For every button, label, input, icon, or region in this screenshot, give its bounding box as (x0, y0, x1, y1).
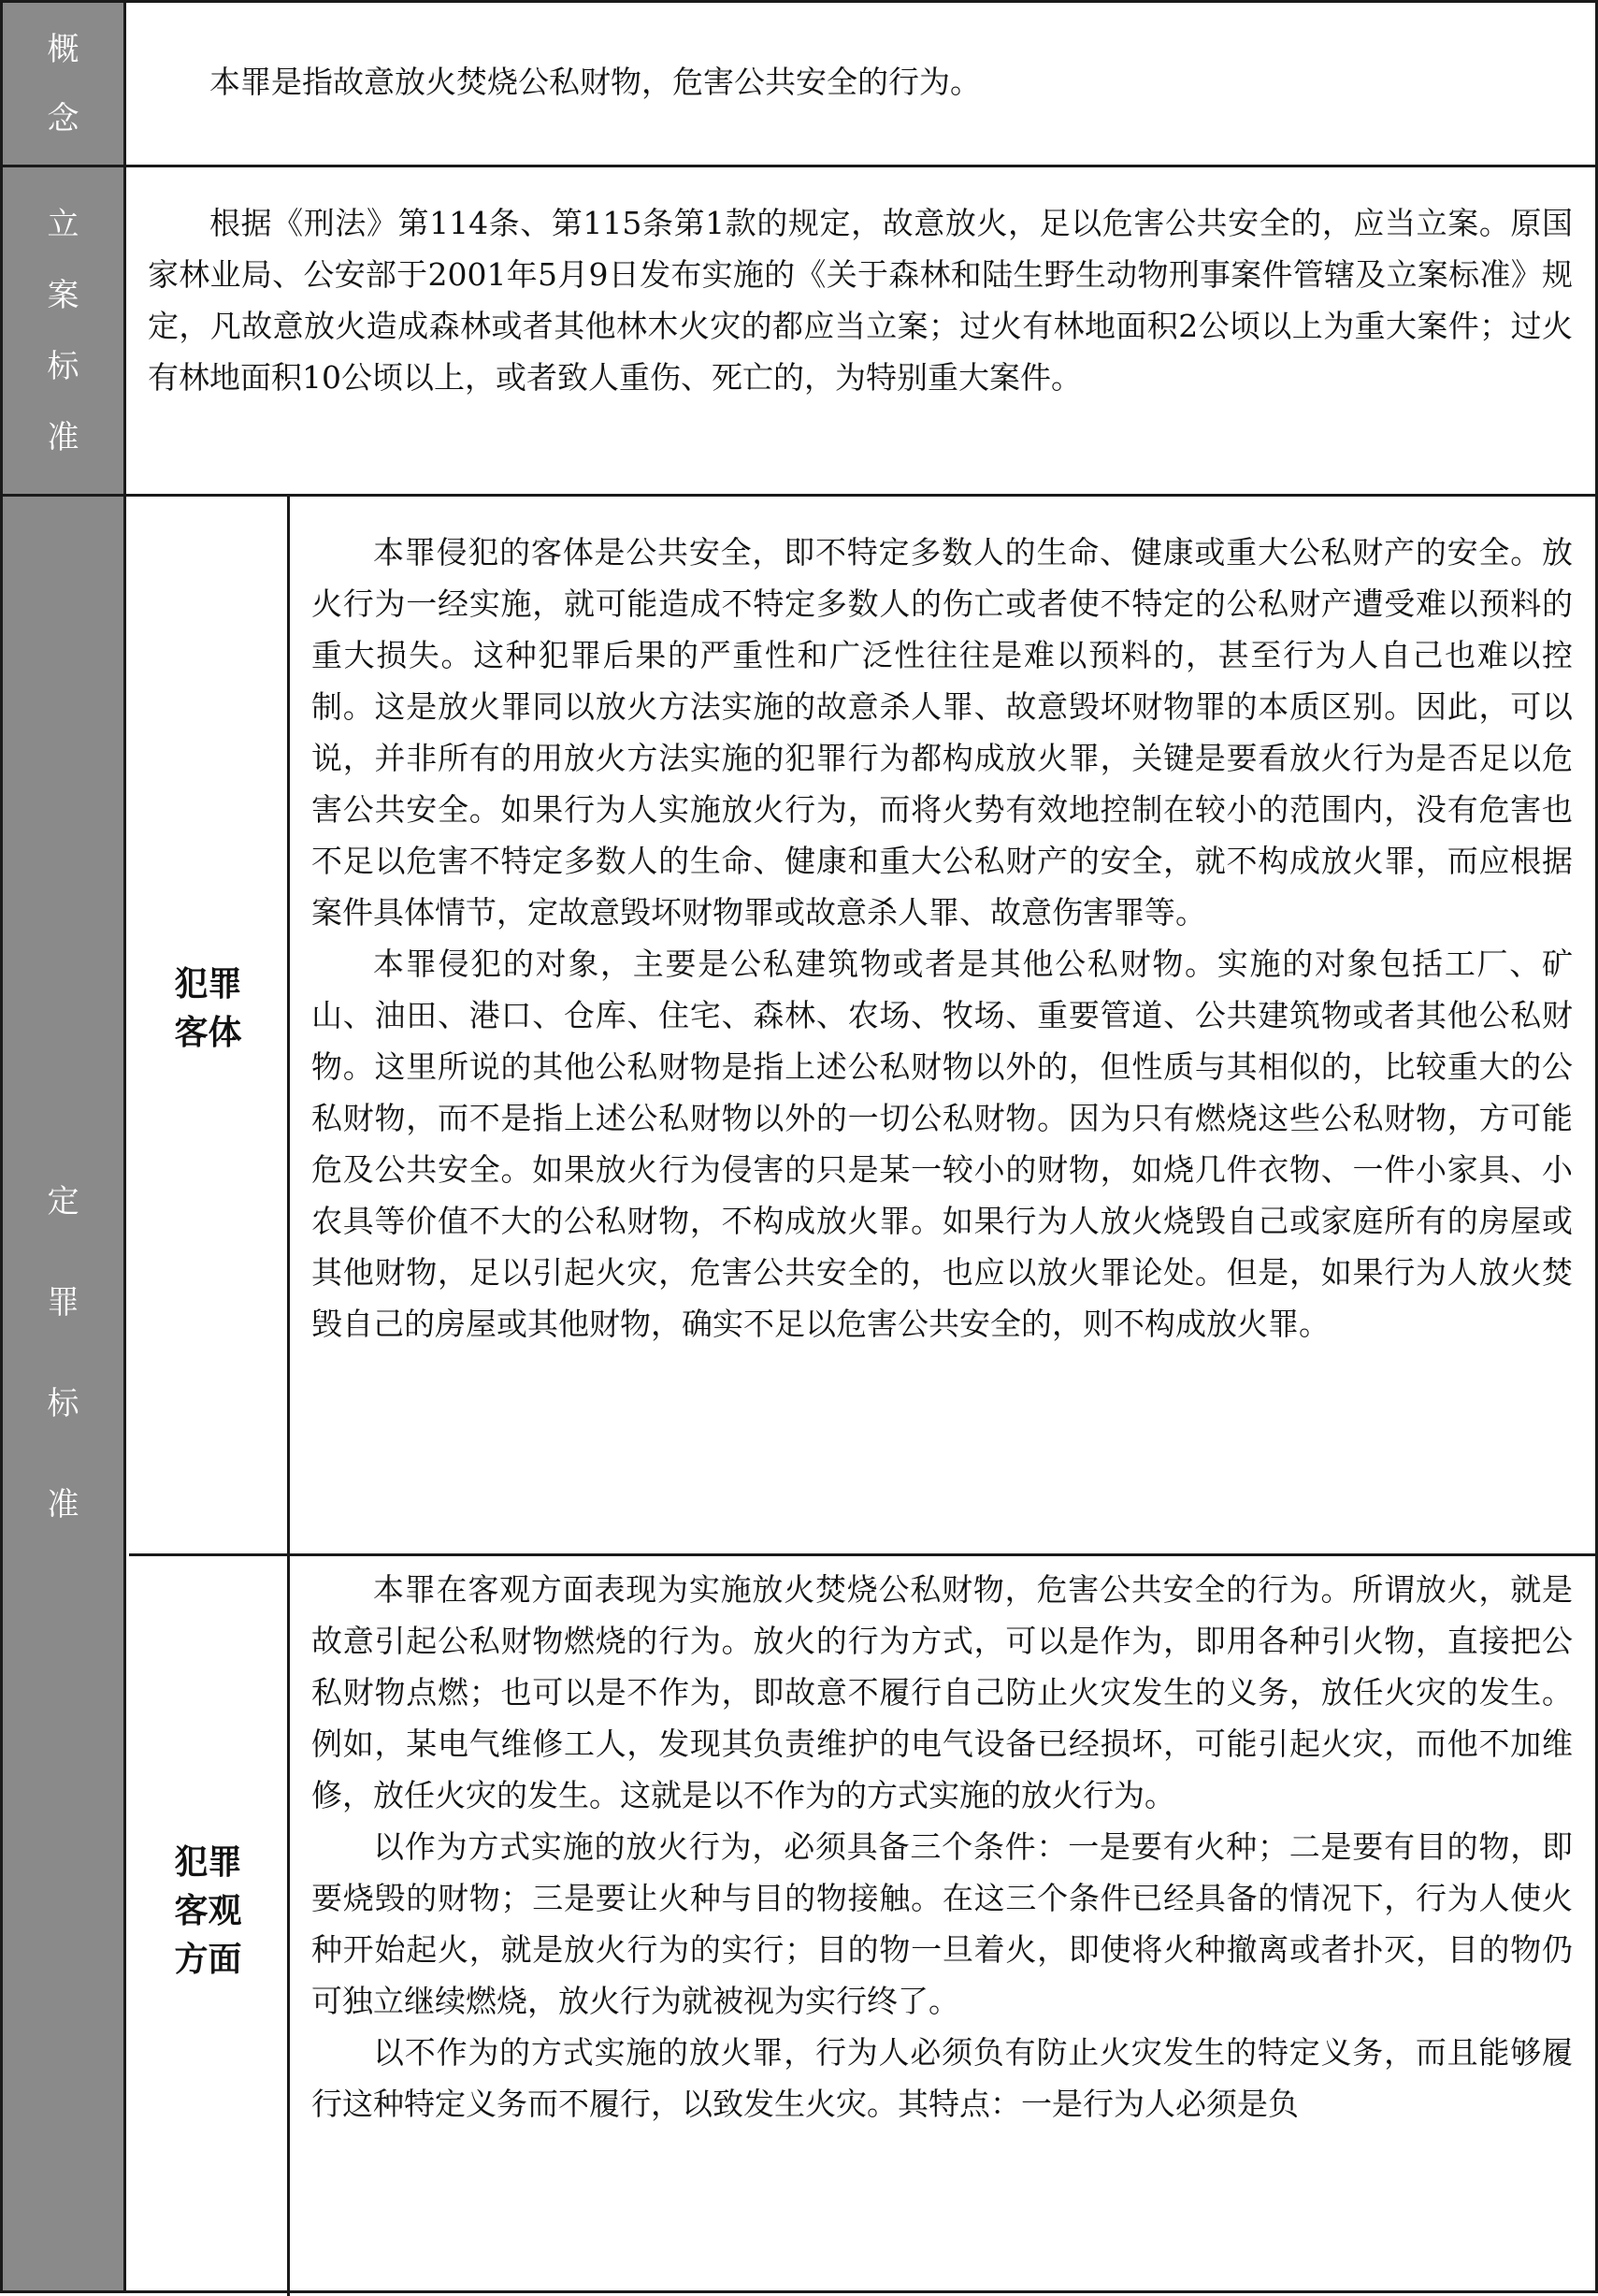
concept-text: 本罪是指故意放火焚烧公私财物，危害公共安全的行为。 (209, 64, 981, 100)
objective-aspect-text (293, 1556, 1595, 2296)
crime-object-text (293, 497, 1595, 1553)
paragraph: 以作为方式实施的放火行为，必须具备三个条件：一是要有火种；二是要有目的物，即要烧毁的财物；三是要让火种与目的物接触。在这三个条件已经具备的情况下，行为人使火种开始起火，就是放火行为的实行；目的物一旦着火，即使将火种撤离或者扑灭，目的物仍可独立继续燃烧，放火行为就被视为实行终了。 (311, 1828, 1573, 2019)
filing-standard-row (0, 165, 1598, 494)
paragraph: 本罪在客观方面表现为实施放火焚烧公私财物，危害公共安全的行为。所谓放火，就是故意引起公私财物燃烧的行为。放火的行为方式，可以是作为，即用各种引火物，直接把公私财物点燃；也可以是不作为，即故意不履行自己防止火灾发生的义务，放任火灾的发生。例如，某电气维修工人，发现其负责维护的电气设备已经损坏，可能引起火灾，而他不加维修，放任火灾的发生。这就是以不作为的方式实施的放火行为。 (311, 1571, 1573, 1813)
objective-aspect-section (129, 1556, 1595, 2296)
objective-aspect-label: 犯罪 客观 方面 (129, 1556, 290, 2296)
filing-standard-label: 立 案 标 准 (3, 167, 126, 494)
filing-standard-text: 根据《刑法》第114条、第115条第1款的规定，故意放火，足以危害公共安全的，应当立案。原国家林业局、公安部于2001年5月9日发布实施的《关于森林和陆生野生动物刑事案件管辖及立案标准》规定，凡故意放火造成森林或者其他林木火灾的都应当立案；过火有林地面积2公顷以上为重大案件；过火有林地面积10公顷以上，或者致人重伤、死亡的，为特别重大案件。 (148, 205, 1573, 396)
concept-row (0, 0, 1598, 165)
concept-label: 概 念 (3, 3, 126, 165)
crime-object-label: 犯罪 客体 (129, 497, 290, 1553)
conviction-standard-row (0, 494, 1598, 2293)
paragraph: 本罪侵犯的对象，主要是公私建筑物或者是其他公私财物。实施的对象包括工厂、矿山、油田、港口、仓库、住宅、森林、农场、牧场、重要管道、公共建筑物或者其他公私财物。这里所说的其他公私财物是指上述公私财物以外的，但性质与其相似的，比较重大的公私财物，而不是指上述公私财物以外的一切公私财物。因为只有燃烧这些公私财物，方可能危及公共安全。如果放火行为侵害的只是某一较小的财物，如烧几件衣物、一件小家具、小农具等价值不大的公私财物，不构成放火罪。如果行为人放火烧毁自己或家庭所有的房屋或其他财物，足以引起火灾，危害公共安全的，也应以放火罪论处。但是，如果行为人放火焚毁自己的房屋或其他财物，确实不足以危害公共安全的，则不构成放火罪。 (311, 946, 1573, 1342)
conviction-standard-label: 定 罪 标 准 (3, 497, 126, 2290)
crime-object-section (129, 497, 1595, 1553)
paragraph: 本罪侵犯的客体是公共安全，即不特定多数人的生命、健康或重大公私财产的安全。放火行为一经实施，就可能造成不特定多数人的伤亡或者使不特定的公私财产遭受难以预料的重大损失。这种犯罪后果的严重性和广泛性往往是难以预料的，甚至行为人自己也难以控制。这是放火罪同以放火方法实施的故意杀人罪、故意毁坏财物罪的本质区别。因此，可以说，并非所有的用放火方法实施的犯罪行为都构成放火罪，关键是要看放火行为是否足以危害公共安全。如果行为人实施放火行为，而将火势有效地控制在较小的范围内，没有危害也不足以危害不特定多数人的生命、健康和重大公私财产的安全，就不构成放火罪，而应根据案件具体情节，定故意毁坏财物罪或故意杀人罪、故意伤害罪等。 (311, 534, 1573, 931)
paragraph: 以不作为的方式实施的放火罪，行为人必须负有防止火灾发生的特定义务，而且能够履行这种特定义务而不履行，以致发生火灾。其特点：一是行为人必须是负 (311, 2034, 1573, 2122)
